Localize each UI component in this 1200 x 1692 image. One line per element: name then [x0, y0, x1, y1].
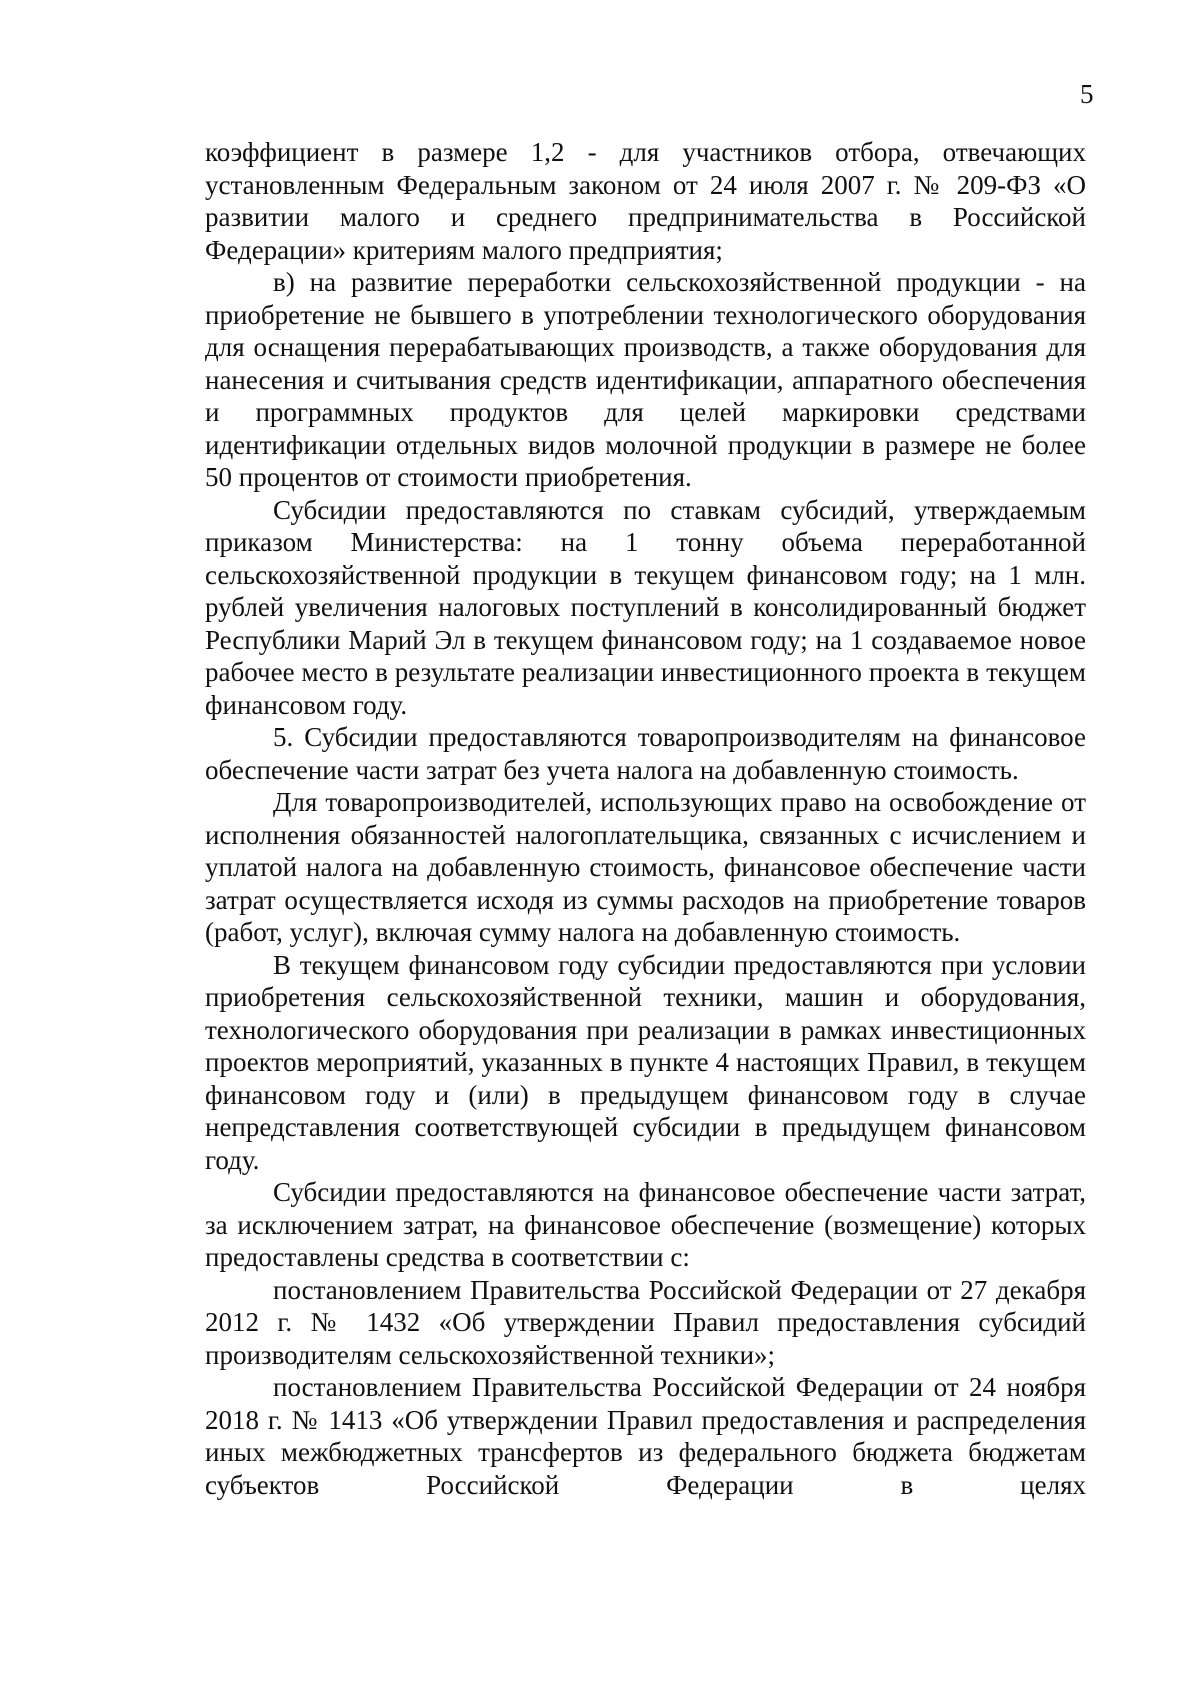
paragraph-subsidy-rates: Субсидии предоставляются по ставкам субсидий, утверждаемым приказом Министерства: на 1 тонну объема переработанной сельскохозяйственной продукции в текущем финансовом году; на 1 млн. рублей увеличения налоговых поступлений в консолидированный бюджет Республики Марий Эл в текущем финансовом году; на 1 создаваемое новое рабочее место в результате реализации инвестиционного проекта в текущем финансовом году.: [205, 494, 1086, 720]
paragraph-current-year-conditions: В текущем финансовом году субсидии предоставляются при условии приобретения сельскохозяйственной техники, машин и оборудования, технологического оборудования при реализации в рамках инвестиционных проектов мероприятий, указанных в пункте 4 настоящих Правил, в текущем финансовом году и (или) в предыдущем финансовом году в случае непредставления соответствующей субсидии в предыдущем финансовом году.: [205, 949, 1086, 1175]
paragraph-resolution-1413: постановлением Правительства Российской Федерации от 24 ноября 2018 г. № 1413 «Об утверждении Правил предоставления и распределения иных межбюджетных трансфертов из федерального бюджета бюджетам субъектов Российской Федерации в целях: [205, 1372, 1086, 1500]
paragraph-resolution-1432: постановлением Правительства Российской Федерации от 27 декабря 2012 г. № 1432 «Об утверждении Правил предоставления субсидий производителям сельскохозяйственной техники»;: [205, 1274, 1086, 1370]
document-body: [205, 136, 1086, 1501]
paragraph-section-5: 5. Субсидии предоставляются товаропроизводителям на финансовое обеспечение части затрат без учета налога на добавленную стоимость.: [205, 722, 1086, 785]
paragraph-criteria-coefficient: коэффициент в размере 1,2 - для участников отбора, отвечающих установленным Федеральным законом от 24 июля 2007 г. № 209-ФЗ «О развитии малого и среднего предпринимательства в Российской Федерации» критериям малого предприятия;: [205, 137, 1086, 265]
paragraph-vat-exemption: Для товаропроизводителей, использующих право на освобождение от исполнения обязанностей налогоплательщика, связанных с исчислением и уплатой налога на добавленную стоимость, финансовое обеспечение части затрат осуществляется исходя из суммы расходов на приобретение товаров (работ, услуг), включая сумму налога на добавленную стоимость.: [205, 787, 1086, 947]
paragraph-cost-exclusions: Субсидии предоставляются на финансовое обеспечение части затрат, за исключением затрат, на финансовое обеспечение (возмещение) которых предоставлены средства в соответствии с:: [205, 1177, 1086, 1272]
page-number: 5: [1080, 79, 1094, 109]
paragraph-processing-development: в) на развитие переработки сельскохозяйственной продукции - на приобретение не бывшего в употреблении технологического оборудования для оснащения перерабатывающих производств, а также оборудования для нанесения и считывания средств идентификации, аппаратного обеспечения и программных продуктов для целей маркировки средствами идентификации отдельных видов молочной продукции в размере не более 50 процентов от стоимости приобретения.: [205, 267, 1086, 492]
